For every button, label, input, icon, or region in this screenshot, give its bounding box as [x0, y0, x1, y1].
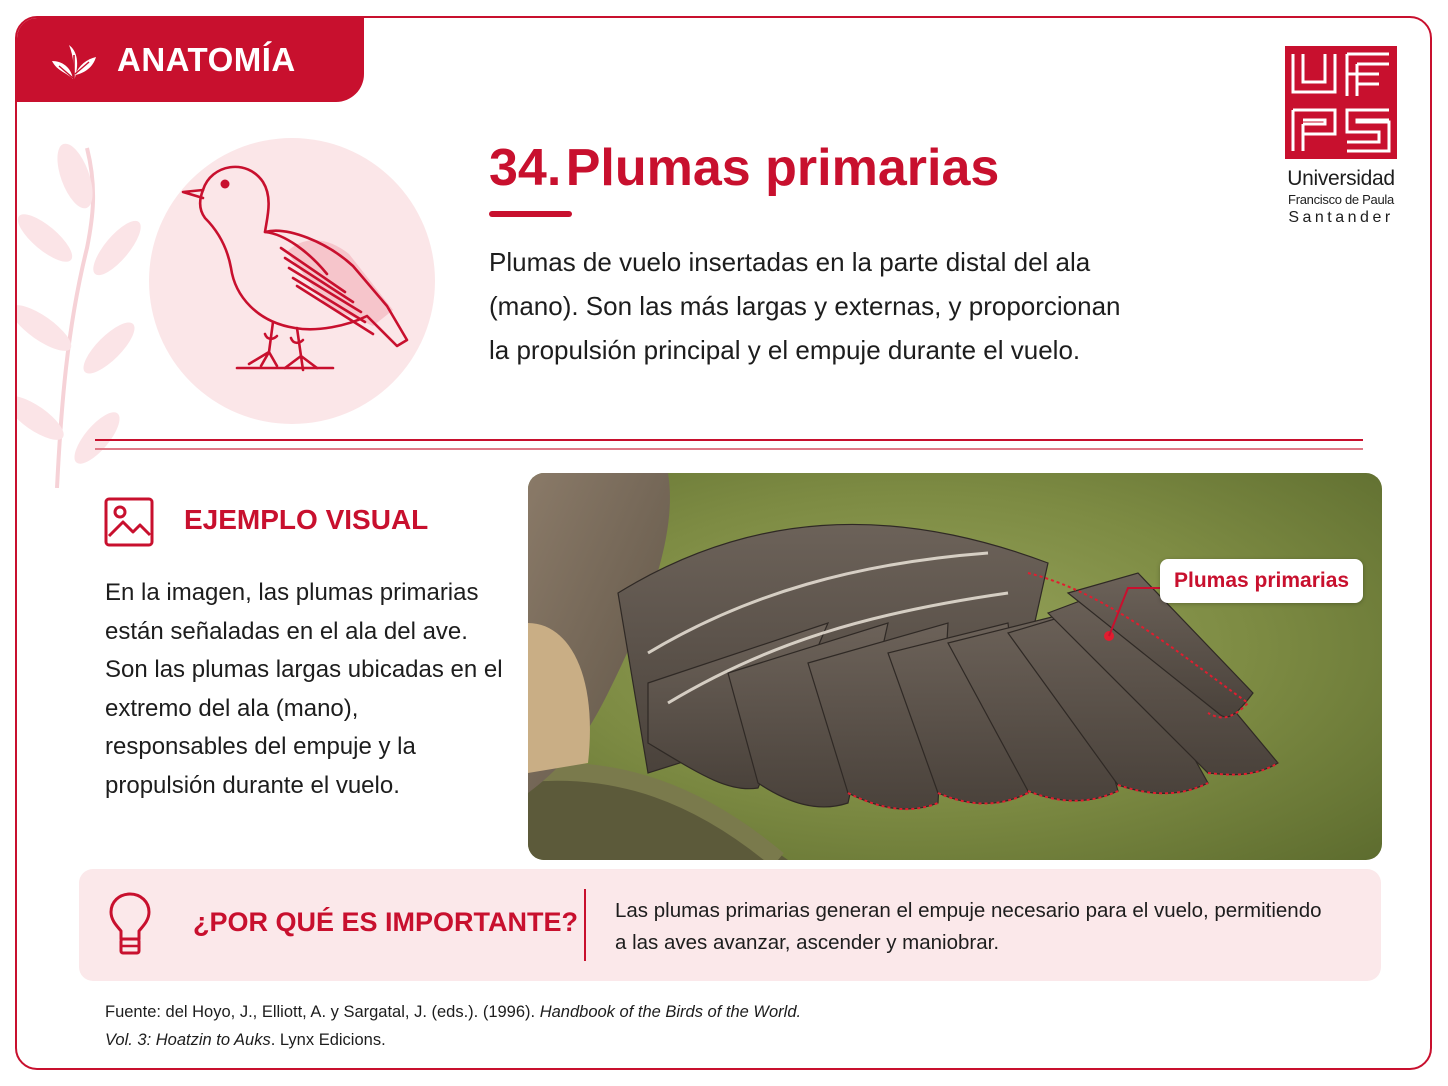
example-title: EJEMPLO VISUAL: [184, 504, 429, 535]
importance-separator: [584, 889, 586, 961]
page-title: [489, 138, 999, 198]
primary-feathers-label: Plumas primarias: [1160, 559, 1363, 603]
category-tab: [17, 18, 364, 102]
bird-outline-icon: [177, 156, 417, 396]
source-volume: Vol. 3: Hoatzin to Auks: [105, 1031, 271, 1049]
category-label: ANATOMÍA: [117, 41, 296, 78]
title-text: Plumas primarias: [565, 139, 1000, 197]
importance-title: ¿POR QUÉ ES IMPORTANTE?: [193, 907, 579, 937]
decorative-leaves-icon: [17, 128, 157, 488]
section-divider: [95, 439, 1363, 441]
lightbulb-icon: [107, 891, 153, 957]
intro-text: Plumas de vuelo insertadas en la parte distal del ala (mano). Son las más largas y externas, y proporcionan la propulsión principal y el empuje durante el vuelo.: [489, 247, 1121, 365]
source-publisher: . Lynx Edicions.: [270, 1031, 386, 1049]
importance-text: Las plumas primarias generan el empuje necesario para el vuelo, permitiendo a las aves avanzar, ascender y maniobrar.: [615, 899, 1322, 954]
leaves-icon: [49, 35, 99, 85]
title-number: 34.: [489, 139, 562, 197]
importance-box: [79, 869, 1381, 981]
section-divider-thin: [95, 448, 1363, 450]
logo-city: Santander: [1288, 209, 1394, 226]
title-underline: [489, 211, 572, 217]
source-book: Handbook of the Birds of the World.: [539, 1003, 802, 1021]
logo-university: Universidad: [1287, 167, 1395, 190]
logo-subname: Francisco de Paula: [1288, 192, 1394, 207]
source-citation: [105, 998, 905, 1054]
source-prefix: Fuente: del Hoyo, J., Elliott, A. y Sargatal, J. (eds.). (1996).: [105, 1003, 540, 1021]
example-text: En la imagen, las plumas primarias están señaladas en el ala del ave. Son las plumas largas ubicadas en el extremo del ala (mano), responsables del empuje y la propulsión durante el vuelo.: [105, 579, 503, 799]
infographic-card: [15, 16, 1432, 1070]
ufps-logo-mark: [1285, 46, 1397, 159]
university-logo: [1282, 46, 1400, 227]
image-icon: [103, 496, 155, 548]
bird-wing-photo: [528, 473, 1382, 860]
